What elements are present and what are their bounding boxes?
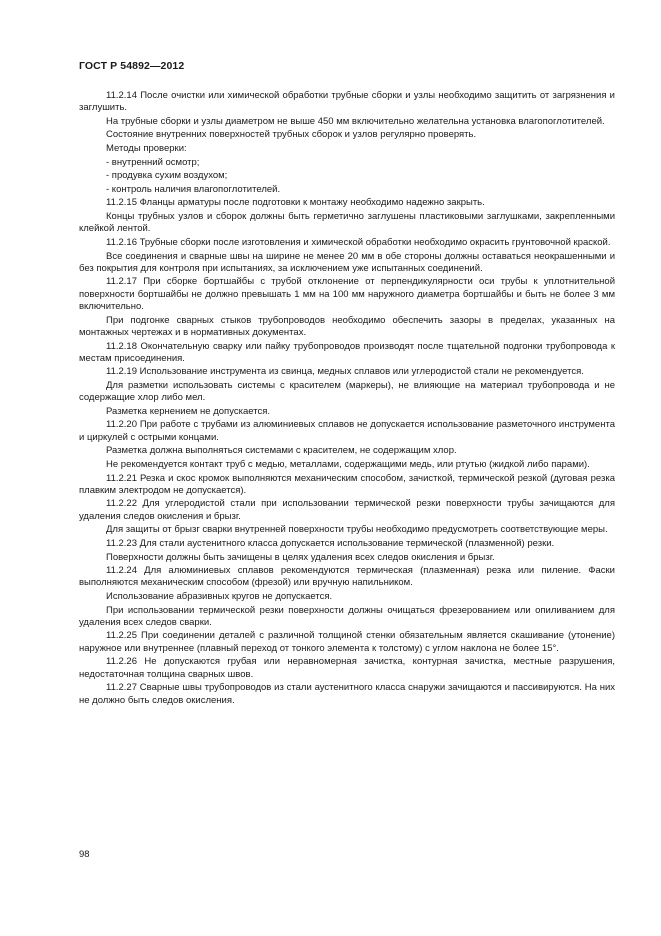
- document-body: [79, 90, 615, 708]
- paragraph: 11.2.22 Для углеродистой стали при использовании термической резки поверхности трубы зачищаются для удаления следов окисления и брызг.: [79, 498, 615, 522]
- paragraph: Состояние внутренних поверхностей трубных сборок и узлов регулярно проверять.: [106, 129, 477, 141]
- paragraph: Все соединения и сварные швы на ширине не менее 20 мм в обе стороны должны оставаться неокрашенными и без покрытия для контроля при испытаниях, за исключением уже испытанных соединений.: [79, 250, 615, 274]
- paragraph: При подгонке сварных стыков трубопроводов необходимо обеспечить зазоры в пределах, указанных на монтажных чертежах и в нормативных документах.: [79, 314, 615, 338]
- paragraph: Разметка должна выполняться системами с красителем, не содержащим хлор.: [106, 445, 457, 457]
- paragraph: На трубные сборки и узлы диаметром не выше 450 мм включительно желательна установка влагопоглотителей.: [106, 115, 605, 127]
- paragraph: При использовании термической резки поверхности должны очищаться фрезерованием или опиливанием для удаления всех следов сварки.: [79, 604, 615, 628]
- paragraph: 11.2.20 При работе с трубами из алюминиевых сплавов не допускается использование разметочного инструмента и циркулей с острыми концами.: [79, 419, 615, 443]
- paragraph: 11.2.24 Для алюминиевых сплавов рекомендуются термическая (плазменная) резка или пиление. Фаски выполняются механическим способом (фрезой) или вручную напильником.: [79, 565, 615, 589]
- paragraph: 11.2.26 Не допускаются грубая или неравномерная зачистка, контурная зачистка, местные разрушения, недостаточная толщина сварных швов.: [79, 656, 615, 680]
- paragraph: Методы проверки:: [106, 143, 187, 155]
- paragraph: 11.2.19 Использование инструмента из свинца, медных сплавов или углеродистой стали не рекомендуется.: [106, 366, 584, 378]
- paragraph: 11.2.17 При сборке бортшайбы с трубой отклонение от перпендикулярности оси трубы к уплотнительной поверхности бортшайбы не должно превышать 1 мм на 100 мм наружного диаметра бортшайбы и быть не более 3 мм включительно.: [79, 276, 615, 313]
- paragraph: Для защиты от брызг сварки внутренней поверхности трубы необходимо предусмотреть соответствующие меры.: [106, 524, 608, 536]
- paragraph: Поверхности должны быть зачищены в целях удаления всех следов окисления и брызг.: [106, 551, 495, 563]
- paragraph: Использование абразивных кругов не допускается.: [106, 591, 333, 602]
- paragraph: 11.2.16 Трубные сборки после изготовления и химической обработки необходимо окрасить грунтовочной краской.: [106, 236, 611, 248]
- paragraph: 11.2.27 Сварные швы трубопроводов из стали аустенитного класса снаружи зачищаются и пассивируются. На них не должно быть следов окисления.: [79, 682, 615, 706]
- paragraph: 11.2.15 Фланцы арматуры после подготовки к монтажу необходимо надежно закрыть.: [106, 197, 485, 209]
- paragraph: Концы трубных узлов и сборок должны быть герметично заглушены пластиковыми заглушками, закрепленными клейкой лентой.: [79, 211, 615, 235]
- paragraph: 11.2.21 Резка и скос кромок выполняются механическим способом, зачисткой, термической резкой (дуговая резка плавким электродом не допускается).: [79, 472, 615, 496]
- paragraph: Разметка кернением не допускается.: [106, 405, 270, 417]
- page-number: 98: [79, 849, 90, 860]
- paragraph: 11.2.14 После очистки или химической обработки трубные сборки и узлы необходимо защитить от загрязнения и заглушить.: [79, 90, 615, 114]
- list-item: - продувка сухим воздухом;: [106, 170, 228, 182]
- paragraph: 11.2.23 Для стали аустенитного класса допускается использование термической (плазменной) резки.: [106, 537, 555, 549]
- paragraph: Для разметки использовать системы с красителем (маркеры), не влияющие на материал трубопровода и не содержащие хлор либо мел.: [79, 379, 615, 404]
- paragraph: 11.2.25 При соединении деталей с различной толщиной стенки обязательным является скашивание (утонение) наружное или внутреннее (плавный переход от тонкого элемента к толстому) с углом наклона не более 15°.: [79, 630, 615, 654]
- document-header: ГОСТ Р 54892—2012: [79, 60, 185, 72]
- paragraph: 11.2.18 Окончательную сварку или пайку трубопроводов производят после тщательной подгонки трубопровода к местам присоединения.: [79, 340, 615, 364]
- list-item: - контроль наличия влагопоглотителей.: [106, 183, 281, 195]
- list-item: - внутренний осмотр;: [106, 156, 200, 168]
- paragraph: Не рекомендуется контакт труб с медью, металлами, содержащими медь, или ртутью (жидкой либо парами).: [106, 458, 590, 470]
